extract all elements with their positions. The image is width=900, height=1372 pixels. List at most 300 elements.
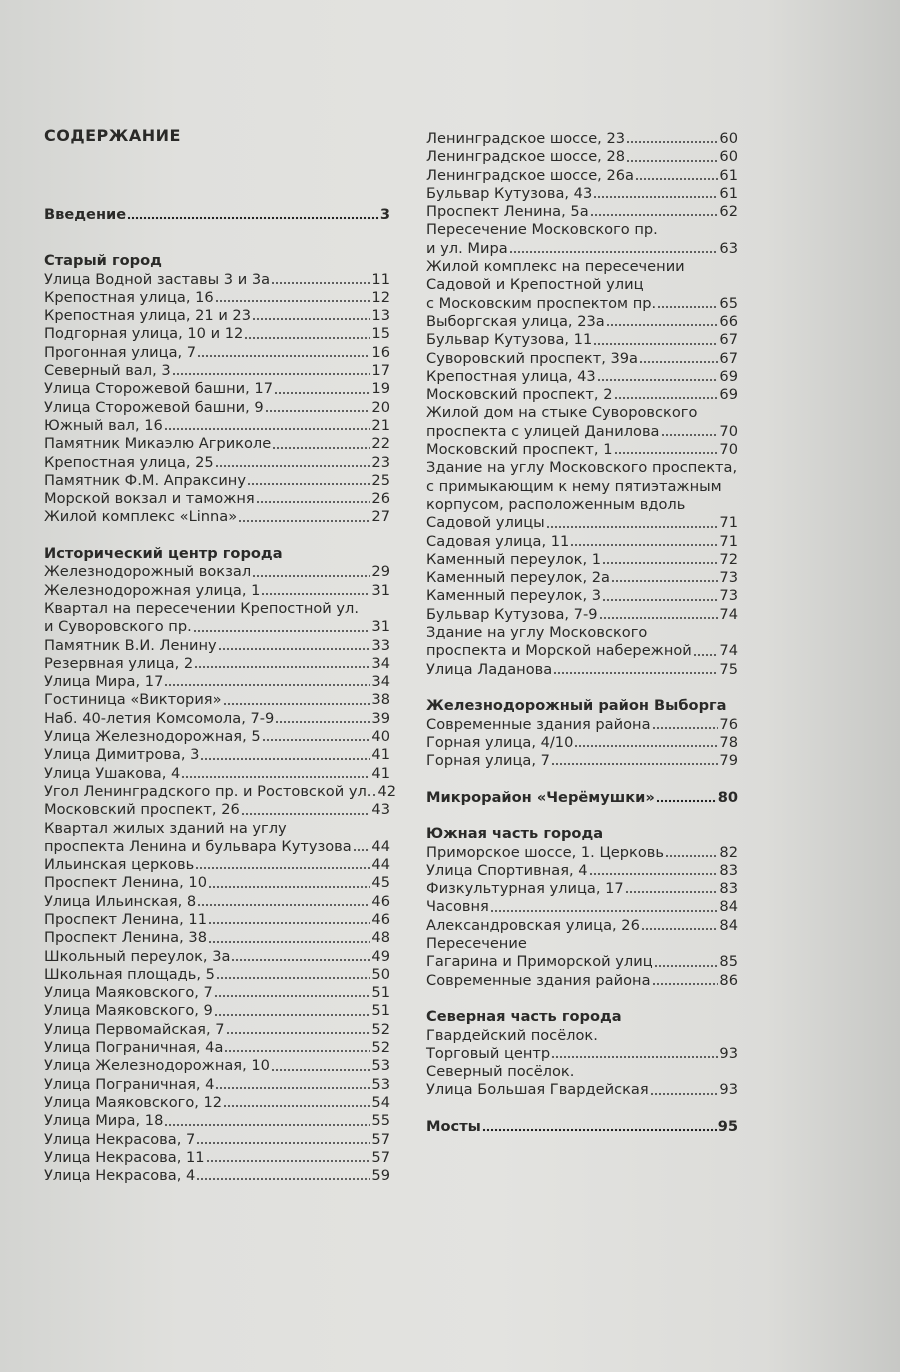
toc-entry-page-number: 34: [371, 673, 390, 691]
toc-entry-title: Бульвар Кутузова, 43: [426, 184, 593, 202]
toc-entry-title: Каменный переулок, 3: [426, 587, 602, 605]
toc-entry-page-number: 11: [371, 270, 390, 288]
toc-entry: [44, 637, 390, 655]
toc-entry: [44, 344, 390, 362]
toc-entry-title: Улица Мира, 18: [44, 1112, 164, 1130]
dot-leader: [224, 1049, 370, 1053]
toc-entry-page-number: 63: [719, 239, 738, 257]
toc-entry-page-number: 41: [371, 764, 390, 782]
toc-entry-page-number: 75: [719, 660, 738, 678]
toc-entry-title: Бульвар Кутузова, 7-9: [426, 605, 598, 623]
toc-entry: [44, 289, 390, 307]
toc-entry-page-number: 69: [719, 386, 738, 404]
toc-entry-page-number: 44: [371, 837, 390, 855]
toc-entry-page-number: 69: [719, 367, 738, 385]
toc-entry-page-number: 13: [371, 307, 390, 325]
toc-entry: [44, 765, 390, 783]
toc-entry-page-number: 51: [371, 984, 390, 1002]
dot-leader: [197, 903, 370, 907]
toc-entry-page-number: 86: [719, 971, 738, 989]
dot-leader: [551, 762, 719, 766]
toc-entry: [44, 710, 390, 728]
toc-entry: [426, 148, 738, 166]
toc-entry: [44, 508, 390, 526]
dot-leader: [215, 1086, 370, 1090]
toc-entry-page-number: 46: [371, 910, 390, 928]
toc-entry-text-line: Северный посёлок.: [426, 1063, 575, 1081]
toc-entry-title: Морской вокзал и таможня: [44, 490, 255, 508]
toc-entry: [44, 307, 390, 325]
toc-entry-title: Улица Сторожевой башни, 9: [44, 398, 264, 416]
toc-entry-title: Резервная улица, 2: [44, 654, 194, 672]
dot-leader: [208, 921, 370, 925]
toc-entry-page-number: 72: [719, 550, 738, 568]
dot-leader: [593, 195, 718, 199]
toc-entry-text-line: Гвардейский посёлок.: [426, 1026, 598, 1044]
dot-leader: [208, 940, 370, 944]
dot-leader: [214, 1013, 371, 1017]
toc-entry: [44, 948, 390, 966]
toc-entry-title: Улица Некрасова, 7: [44, 1130, 196, 1148]
toc-entry-title: и Суворовского пр.: [44, 618, 192, 636]
toc-entry-page-number: 66: [719, 312, 738, 330]
toc-entry-page-number: 83: [719, 880, 738, 898]
toc-entry-page-number: 93: [719, 1044, 738, 1062]
dot-leader: [274, 391, 370, 395]
toc-entry: [44, 984, 390, 1002]
section-north-list: [426, 1027, 738, 1100]
dot-leader: [164, 427, 371, 431]
toc-entry-page-number: 73: [719, 569, 738, 587]
toc-entry-page-number: 61: [719, 166, 738, 184]
toc-entry: [44, 490, 390, 508]
toc-entry-page-number: 71: [719, 514, 738, 532]
dot-leader: [164, 683, 370, 687]
dot-leader: [353, 848, 371, 852]
toc-entry: [426, 642, 738, 660]
toc-entry-page-number: 74: [719, 642, 738, 660]
dot-leader: [265, 409, 371, 413]
toc-entry-title: Железнодорожная улица, 1: [44, 581, 261, 599]
toc-entry-title: Улица Маяковского, 9: [44, 1002, 213, 1020]
section-historic-center-list: [44, 563, 397, 1185]
toc-entry-title: Южный вал, 16: [44, 416, 163, 434]
toc-entry: [44, 655, 390, 673]
toc-entry-page-number: 16: [371, 343, 390, 361]
dot-leader: [206, 1159, 371, 1163]
toc-entry-title: и ул. Мира: [426, 239, 508, 257]
toc-entry: [44, 1131, 390, 1149]
dot-leader: [231, 958, 370, 962]
toc-entry-title: Улица Некрасова, 11: [44, 1148, 205, 1166]
toc-entry-page-number: 54: [371, 1093, 390, 1111]
dot-leader: [570, 543, 718, 547]
dot-leader: [223, 702, 371, 706]
toc-entry: [44, 782, 397, 801]
dot-leader: [252, 574, 370, 578]
dot-leader: [665, 854, 718, 858]
dot-leader: [606, 323, 719, 327]
toc-entry: [44, 362, 390, 380]
dot-leader: [226, 1031, 371, 1035]
toc-entry-page-number: 12: [371, 288, 390, 306]
toc-entry-title: Северный вал, 3: [44, 362, 171, 380]
section-north-heading: Северная часть города: [426, 1008, 622, 1026]
section-south-list: [426, 844, 738, 990]
toc-entry: [44, 271, 390, 289]
toc-entry: [426, 862, 738, 880]
toc-entry-page-number: 67: [719, 349, 738, 367]
toc-entry: [44, 618, 390, 636]
dot-leader: [641, 927, 719, 931]
toc-entry-page-number: 23: [371, 453, 390, 471]
toc-entry-page-number: 93: [719, 1081, 738, 1099]
toc-entry-title: проспекта с улицей Данилова: [426, 422, 660, 440]
dot-leader: [372, 793, 376, 797]
dot-leader: [215, 299, 371, 303]
toc-entry: [44, 325, 390, 343]
dot-leader: [611, 579, 718, 583]
toc-entry-page-number: 48: [371, 929, 390, 947]
toc-entry: [426, 898, 738, 916]
toc-entry-title: Улица Сторожевой башни, 17: [44, 380, 273, 398]
dot-leader: [654, 964, 719, 968]
dot-leader: [652, 726, 719, 730]
toc-entry-title: проспекта Ленина и бульвара Кутузова: [44, 837, 352, 855]
toc-entry-page-number: 76: [719, 715, 738, 733]
toc-entry-page-number: 38: [371, 691, 390, 709]
toc-entry-title: Улица Железнодорожная, 5: [44, 728, 261, 746]
toc-entry-title: Улица Мира, 17: [44, 673, 164, 691]
toc-entry-page-number: 60: [719, 130, 738, 147]
toc-entry-page-number: 27: [371, 508, 390, 526]
dot-leader: [247, 482, 370, 486]
dot-leader: [597, 378, 719, 382]
toc-entry: [426, 551, 738, 569]
toc-entry-title: Улица Ильинская, 8: [44, 892, 197, 910]
toc-entry-title: Подгорная улица, 10 и 12: [44, 325, 244, 343]
toc-entry-page-number: 57: [371, 1148, 390, 1166]
toc-entry: [426, 203, 738, 221]
section-old-town-list: [44, 271, 390, 527]
dot-leader: [272, 446, 370, 450]
toc-entry-page-number: 41: [371, 746, 390, 764]
dot-leader: [193, 629, 371, 633]
toc-entry-page-number: 79: [719, 752, 738, 770]
dot-leader: [244, 336, 370, 340]
dot-leader: [626, 140, 718, 144]
dot-leader: [196, 1141, 370, 1145]
toc-entry: [426, 130, 738, 148]
toc-entry: [426, 386, 738, 404]
toc-entry-page-number: 65: [719, 294, 738, 312]
dot-leader: [652, 982, 719, 986]
toc-entry-title: Горная улица, 7: [426, 752, 550, 770]
toc-entry: [44, 929, 390, 947]
toc-entry-title: Крепостная улица, 43: [426, 367, 596, 385]
toc-entry-title: Улица Большая Гвардейская: [426, 1081, 649, 1099]
toc-entry-title: Горная улица, 4/10: [426, 733, 574, 751]
toc-entry-title: Физкультурная улица, 17: [426, 880, 624, 898]
toc-entry: [426, 661, 738, 679]
toc-entry-title: Памятник В.И. Ленину: [44, 636, 217, 654]
toc-entry-title: Крепостная улица, 21 и 23: [44, 307, 252, 325]
dot-leader: [223, 1104, 370, 1108]
dot-leader: [181, 775, 370, 779]
toc-entry: [426, 752, 738, 770]
toc-entry-title: Улица Пограничная, 4: [44, 1075, 215, 1093]
toc-entry: [426, 313, 738, 331]
toc-entry-title: Железнодорожный вокзал: [44, 563, 252, 581]
toc-entry: [426, 423, 738, 441]
dot-leader: [172, 372, 371, 376]
dot-leader: [261, 592, 370, 596]
dot-leader: [218, 647, 371, 651]
toc-entry-title: Улица Пограничная, 4а: [44, 1039, 224, 1057]
toc-entry-title: Улица Спортивная, 4: [426, 861, 588, 879]
toc-entry-title: Памятник Ф.М. Апраксину: [44, 471, 246, 489]
dot-leader: [194, 665, 370, 669]
dot-leader: [215, 464, 371, 468]
toc-entry: [426, 441, 738, 459]
dot-leader: [271, 1068, 370, 1072]
toc-entry-text-line: Квартал на пересечении Крепостной ул.: [44, 599, 360, 617]
dot-leader: [214, 994, 371, 998]
dot-leader: [574, 744, 718, 748]
toc-entry: [44, 435, 390, 453]
toc-entry-page-number: 22: [371, 435, 390, 453]
dot-leader: [262, 738, 371, 742]
toc-entry-page-number: 52: [371, 1039, 390, 1057]
toc-entry: [44, 893, 390, 911]
toc-entry-page-number: 60: [719, 148, 738, 166]
toc-entry-title: Улица Некрасова, 4: [44, 1167, 196, 1185]
toc-entry: [44, 966, 390, 984]
toc-entry: [426, 734, 738, 752]
toc-entry: [426, 972, 738, 990]
toc-entry-page-number: 82: [719, 843, 738, 861]
toc-entry-page-number: 34: [371, 654, 390, 672]
toc-entry-page-number: 43: [371, 801, 390, 819]
toc-entry: [44, 1057, 390, 1075]
toc-entry-title: Московский проспект, 26: [44, 801, 240, 819]
toc-entry-title: Московский проспект, 1: [426, 441, 613, 459]
toc-entry-page-number: 53: [371, 1057, 390, 1075]
toc-entry-title: Школьный переулок, 3а: [44, 947, 231, 965]
dot-leader: [252, 317, 370, 321]
toc-entry-page-number: 31: [371, 618, 390, 636]
dot-leader: [650, 1092, 719, 1096]
dot-leader: [590, 213, 719, 217]
toc-entry-page-number: 26: [371, 490, 390, 508]
dot-leader: [200, 757, 370, 761]
toc-entry-page-number: 46: [371, 892, 390, 910]
toc-entry-page-number: 20: [371, 398, 390, 416]
dot-leader: [639, 360, 718, 364]
toc-left-column: [44, 206, 397, 1185]
toc-entry: [44, 563, 390, 581]
toc-entry: [426, 844, 738, 862]
toc-entry-text-line: Квартал жилых зданий на углу: [44, 819, 287, 837]
toc-entry-page-number: 33: [371, 636, 390, 654]
toc-entry: [426, 917, 738, 935]
toc-entry: [44, 472, 390, 490]
toc-entry-page-number: 73: [719, 587, 738, 605]
toc-entry-title: Улица Маяковского, 7: [44, 984, 213, 1002]
toc-entry-text-line: Жилой дом на стыке Суворовского: [426, 404, 698, 422]
toc-entry-title: Крепостная улица, 25: [44, 453, 214, 471]
dot-leader: [693, 653, 719, 657]
toc-entry-title: с Московским проспектом пр.: [426, 294, 657, 312]
toc-entry: [426, 880, 738, 898]
toc-entry-page-number: 52: [371, 1020, 390, 1038]
toc-entry: [426, 185, 738, 203]
toc-entry-page-number: 59: [371, 1167, 390, 1185]
dot-leader: [635, 177, 718, 181]
toc-entry-title: Улица Димитрова, 3: [44, 746, 200, 764]
toc-entry-page-number: 39: [371, 709, 390, 727]
toc-entry-text-line: Пересечение: [426, 935, 527, 953]
toc-entry: [426, 606, 738, 624]
toc-entry-text-line: Садовой и Крепостной улиц: [426, 276, 644, 294]
dot-leader: [208, 885, 370, 889]
toc-entry-title: Каменный переулок, 2а: [426, 569, 610, 587]
dot-leader: [238, 519, 370, 523]
dot-leader: [241, 812, 371, 816]
dot-leader: [275, 720, 370, 724]
toc-entry: [44, 1021, 390, 1039]
toc-entry-page-number: 53: [371, 1075, 390, 1093]
dot-leader: [614, 396, 719, 400]
toc-entry-title: Школьная площадь, 5: [44, 965, 215, 983]
toc-entry-page-number: 61: [719, 184, 738, 202]
toc-entry: [426, 240, 738, 258]
toc-entry: [44, 1112, 390, 1130]
dot-leader: [256, 500, 371, 504]
dot-leader: [509, 250, 719, 254]
toc-entry-page-number: 57: [371, 1130, 390, 1148]
toc-entry-page-number: 84: [719, 916, 738, 934]
dot-leader: [490, 909, 719, 913]
toc-entry-page-number: 17: [371, 362, 390, 380]
toc-entry-page-number: 67: [719, 331, 738, 349]
toc-entry-page-number: 51: [371, 1002, 390, 1020]
toc-entry-text-line: Жилой комплекс на пересечении: [426, 258, 685, 276]
toc-entry-page-number: 40: [371, 728, 390, 746]
toc-entry: [426, 1081, 738, 1099]
toc-entry-page-number: 19: [371, 380, 390, 398]
dot-leader: [661, 433, 719, 437]
toc-entry-page-number: 15: [371, 325, 390, 343]
dot-leader: [196, 1177, 370, 1181]
toc-entry: [44, 1002, 390, 1020]
toc-entry: [426, 1045, 738, 1063]
toc-entry-title: Жилой комплекс «Linna»: [44, 508, 238, 526]
toc-entry-title: Торговый центр: [426, 1044, 551, 1062]
toc-entry-page-number: 74: [719, 605, 738, 623]
dot-leader: [614, 451, 719, 455]
toc-entry-title: Часовня: [426, 898, 489, 916]
toc-entry-title: Современные здания района: [426, 715, 651, 733]
dot-leader: [599, 616, 719, 620]
dot-leader: [546, 525, 719, 529]
toc-entry: [426, 167, 738, 185]
toc-entry-title: Ленинградское шоссе, 28: [426, 148, 626, 166]
toc-entry-title: Ленинградское шоссе, 23: [426, 130, 626, 147]
toc-entry: [44, 1167, 390, 1185]
toc-entry-text-line: с примыкающим к нему пятиэтажным: [426, 477, 722, 495]
dot-leader: [553, 671, 718, 675]
toc-entry-text-line: Здание на углу Московского проспекта,: [426, 459, 738, 477]
toc-entry-text-line: Здание на углу Московского: [426, 624, 648, 642]
toc-entry-title: Александровская улица, 26: [426, 916, 640, 934]
toc-entry-title: Гостиница «Виктория»: [44, 691, 222, 709]
toc-entry: [44, 728, 390, 746]
toc-entry-title: Прогонная улица, 7: [44, 343, 197, 361]
toc-entry: [44, 856, 390, 874]
toc-entry-page-number: 44: [371, 856, 390, 874]
toc-entry: [44, 1039, 390, 1057]
toc-entry-text-line: Пересечение Московского пр.: [426, 221, 658, 239]
toc-entry-title: Наб. 40-летия Комсомола, 7-9: [44, 709, 275, 727]
dot-leader: [602, 561, 718, 565]
toc-entry: [426, 533, 738, 551]
toc-entry-text-line: корпусом, расположенным вдоль: [426, 495, 686, 513]
toc-entry-page-number: 25: [371, 471, 390, 489]
toc-entry: [44, 838, 390, 856]
dot-leader: [626, 159, 718, 163]
section-south-heading: Южная часть города: [426, 825, 604, 843]
toc-entry: [426, 569, 738, 587]
toc-entry-title: Бульвар Кутузова, 11: [426, 331, 593, 349]
toc-entry-title: Угол Ленинградского пр. и Ростовской ул.: [44, 782, 372, 800]
toc-entry-title: Проспект Ленина, 10: [44, 874, 207, 892]
toc-entry-title: Садовая улица, 11: [426, 532, 570, 550]
toc-entry: [44, 691, 390, 709]
dot-leader: [589, 872, 719, 876]
toc-entry-page-number: 42: [377, 782, 397, 800]
toc-entry: [44, 746, 390, 764]
toc-entry-title: Приморское шоссе, 1. Церковь: [426, 843, 664, 861]
toc-entry-page-number: 49: [371, 947, 390, 965]
dot-leader: [625, 890, 719, 894]
toc-entry: [44, 380, 390, 398]
toc-entry-title: Крепостная улица, 16: [44, 288, 214, 306]
toc-entry: [426, 331, 738, 349]
section-railway-district-list: [426, 716, 738, 771]
toc-entry-cheremushki: Микрорайон «Черёмушки» 80: [426, 788, 738, 806]
toc-entry: [44, 801, 390, 819]
toc-entry: [44, 417, 390, 435]
dot-leader: [602, 598, 718, 602]
toc-entry: [44, 673, 390, 691]
toc-entry-page-number: 55: [371, 1112, 390, 1130]
toc-entry-title: Улица Железнодорожная, 10: [44, 1057, 270, 1075]
toc-entry-page-number: 21: [371, 416, 390, 434]
toc-entry-title: Московский проспект, 2: [426, 386, 613, 404]
dot-leader: [195, 866, 370, 870]
toc-entry-page-number: 78: [719, 733, 738, 751]
toc-entry-title: Проспект Ленина, 11: [44, 910, 207, 928]
toc-entry-title: Улица Первомайская, 7: [44, 1020, 225, 1038]
dot-leader: [216, 976, 371, 980]
toc-entry-page-number: 70: [719, 441, 738, 459]
toc-entry-page-number: 85: [719, 953, 738, 971]
toc-entry-page-number: 31: [371, 581, 390, 599]
toc-entry: [44, 582, 390, 600]
toc-entry: [44, 1149, 390, 1167]
toc-entry: [44, 399, 390, 417]
